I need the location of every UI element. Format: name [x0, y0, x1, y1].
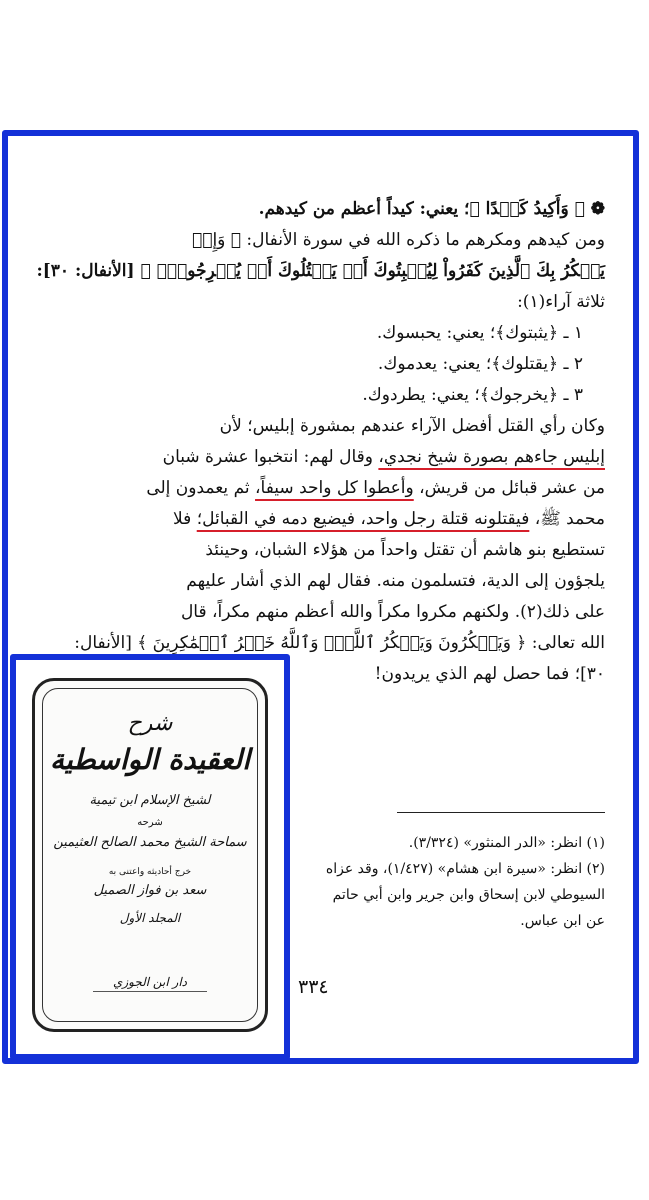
line-verse-anfal: يَمۡكُرُ بِكَ ٱلَّذِينَ كَفَرُواْ لِيُثۡبِتُوكَ أَوۡ يَقۡتُلُوكَ أَوۡ يُخۡرِجُوكَۚ ﴾ [الأنفال: ٣٠]: — [36, 261, 605, 281]
line-2: ومن كيدهم ومكرهم ما ذكره الله في سورة الأنفال: ﴿ وَإِذۡ — [192, 230, 605, 250]
footnote-divider — [397, 812, 605, 813]
page-number: ٣٣٤ — [298, 976, 329, 998]
book-sharhahu-label: شرحه — [137, 817, 163, 828]
para-line-8: الله تعالى: ﴿ وَيَمۡكُرُونَ وَيَمۡكُرُ ٱللَّهُۖ وَٱللَّهُ خَيۡرُ ٱلۡمَٰكِرِينَ ﴾ [الأنفال: — [74, 633, 605, 653]
line-4: ثلاثة آراء(١): — [517, 292, 605, 312]
para-line-4-pre: محمد ﷺ، — [529, 509, 605, 529]
para-line-9: ٣٠]؛ فما حصل لهم الذي يريدون! — [374, 664, 605, 684]
para-line-2-rest: وقال لهم: انتخبوا عشرة شبان — [162, 447, 379, 467]
book-author: لشيخ الإسلام ابن تيمية — [89, 793, 211, 808]
footnote-2-cont: السيوطي لابن إسحاق وابن جرير وابن أبي حاتم — [332, 887, 605, 903]
book-commentator: سماحة الشيخ محمد الصالح العثيمين — [53, 835, 247, 850]
list-item-1: ١ ـ ﴿يثبتوك﴾؛ يعني: يحبسوك. — [376, 323, 583, 343]
para-line-4 — [36, 504, 605, 535]
underlined-phrase-1: إبليس جاءهم بصورة شيخ نجدي، — [378, 447, 605, 467]
book-cover — [32, 678, 268, 1032]
underlined-phrase-3: فيقتلونه قتلة رجل واحد، فيضيع دمه في القبائل؛ — [196, 509, 530, 529]
line-verse-1: ❁ ﴿ وَأَكِيدُ كَيۡدًا ﴾؛ يعني: كيداً أعظم من كيدهم. — [258, 199, 605, 219]
footnote-2: (٢) انظر: «سيرة ابن هشام» (١/٤٢٧)، وقد عزاه — [325, 861, 605, 877]
para-line-5: تستطيع بنو هاشم أن تقتل واحداً من هؤلاء الشبان، وحينئذ — [205, 540, 605, 560]
list-item-2: ٢ ـ ﴿يقتلوك﴾؛ يعني: يعدموك. — [377, 354, 583, 374]
page-body — [36, 194, 605, 690]
book-publisher: دار ابن الجوزي — [112, 975, 188, 989]
para-line-3 — [36, 473, 605, 504]
footnote-1: (١) انظر: «الدر المنثور» (٣/٣٢٤). — [408, 835, 605, 851]
book-title: العقيدة الواسطية — [50, 743, 250, 776]
book-edited-by-label: خرج أحاديثه واعتنى به — [108, 867, 192, 877]
book-cover-inset — [10, 654, 290, 1060]
para-line-1: وكان رأي القتل أفضل الآراء عندهم بمشورة إبليس؛ لأن — [219, 416, 605, 436]
book-editor: سعد بن فواز الصميل — [93, 883, 207, 898]
list-item-3: ٣ ـ ﴿يخرجوك﴾؛ يعني: يطردوك. — [362, 385, 583, 405]
para-line-6: يلجؤون إلى الدية، فتسلمون منه. فقال لهم الذي أشار عليهم — [186, 571, 605, 591]
para-line-2 — [36, 442, 605, 473]
book-publisher-divider — [93, 991, 207, 992]
para-line-3-pre: من عشر قبائل من قريش، — [413, 478, 605, 498]
footnote-2-end: عن ابن عباس. — [520, 913, 605, 929]
para-line-3-post: ثم يعمدون إلى — [146, 478, 256, 498]
book-volume: المجلد الأول — [119, 911, 181, 925]
underlined-phrase-2: وأعطوا كل واحد سيفاً، — [255, 478, 414, 498]
book-sharh-label: شرح — [127, 711, 173, 736]
para-line-4-post: فلا — [173, 509, 197, 529]
para-line-7: على ذلك(٢). ولكنهم مكروا مكراً والله أعظم منهم مكراً، قال — [180, 602, 605, 622]
book-cover-frame — [42, 688, 258, 1022]
